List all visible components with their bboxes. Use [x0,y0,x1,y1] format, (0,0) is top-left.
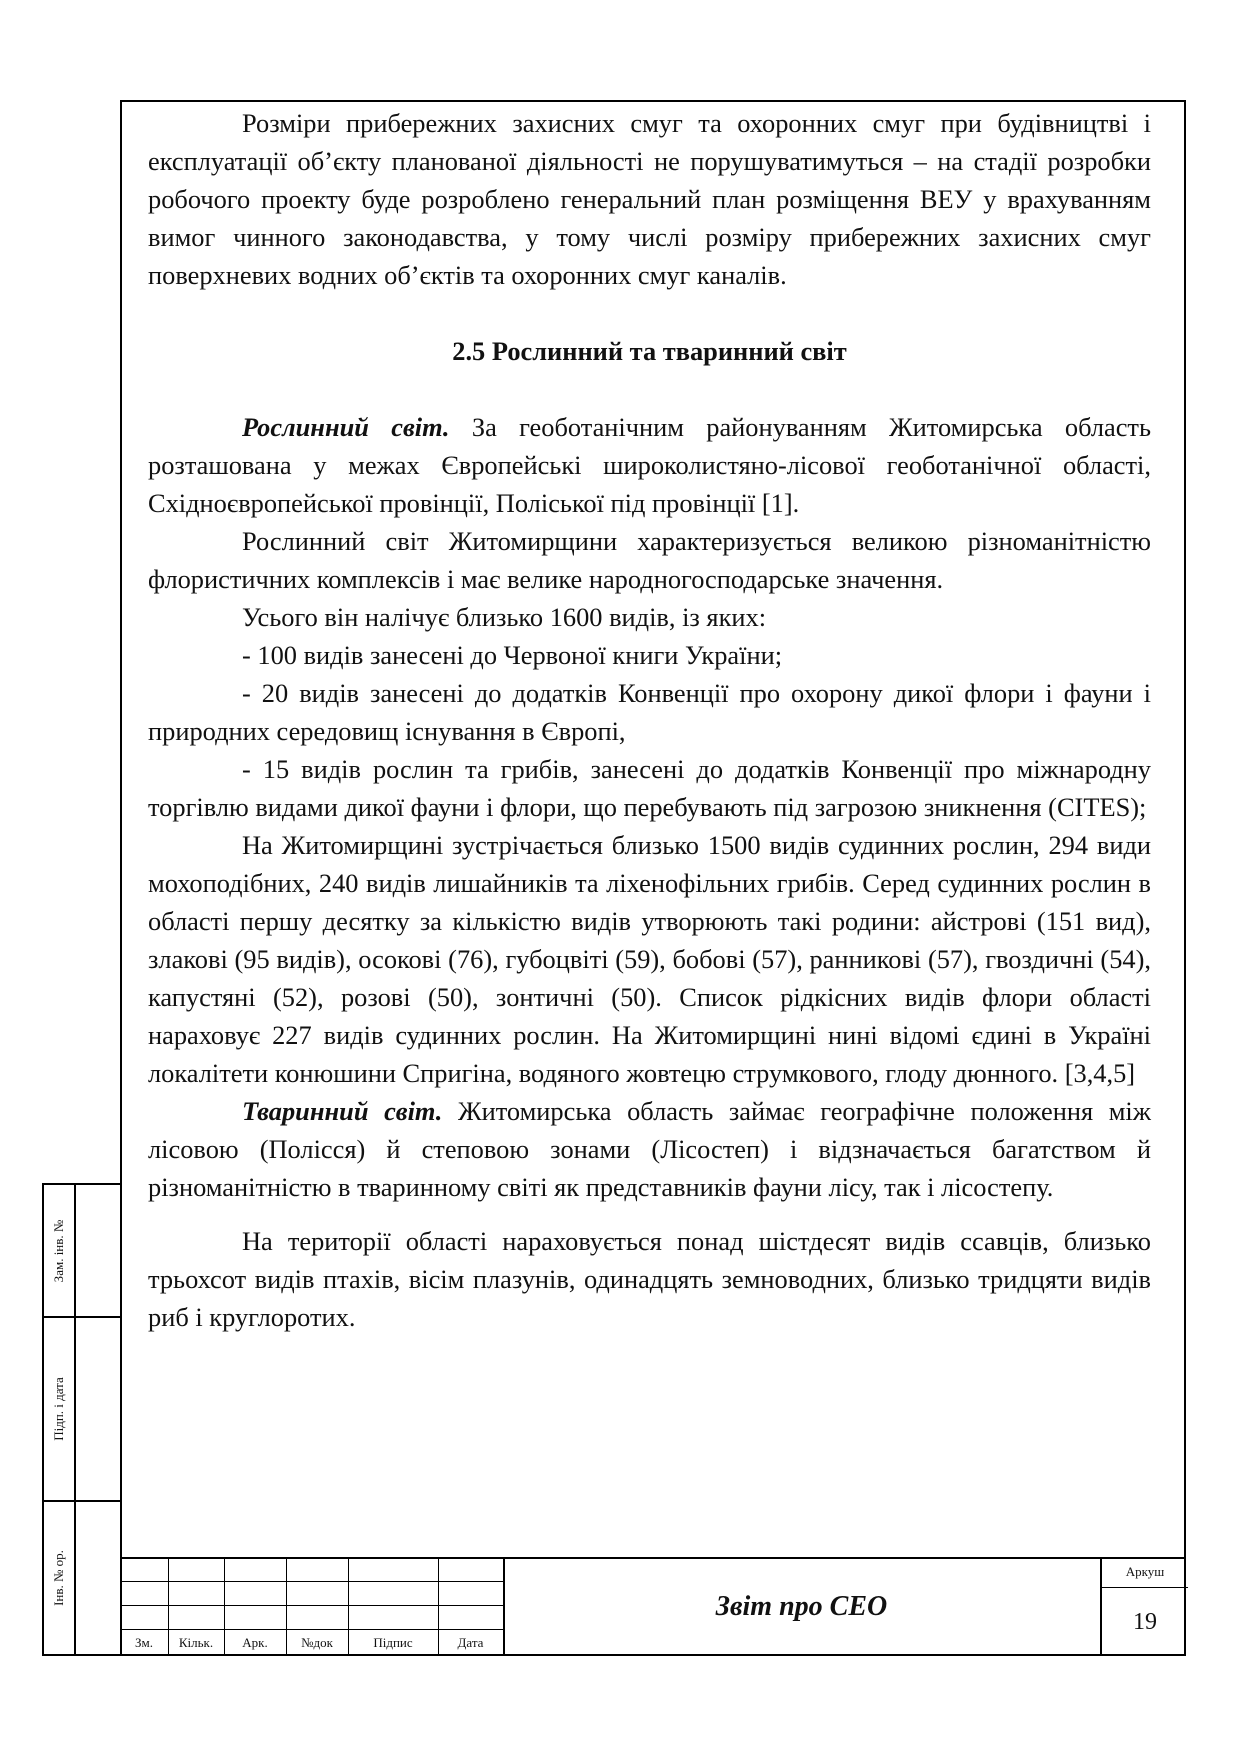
paragraph-water-zones: Розміри прибережних захисних смуг та охоронних смуг при будівництві і експлуатації об’єкту планованої діяльності не порушуватимуться – на стадії розробки робочого проекту буде розроблено генеральний план розміщення ВЕУ у врахуванням вимог чинного законодавства, у тому числі розміру прибережних захисних смуг поверхневих водних об’єктів та охоронних смуг каналів. [148,108,1151,290]
fauna-intro-text: Житомирська область займає географічне положення між лісовою (Полісся) й степовою зонами (Лісостеп) і відзначається багатством й різноманітністю в тваринному світі як представників фауни лісу, так і лісостепу. [148,1096,1151,1202]
list-item: - 20 видів занесені до додатків Конвенції про охорону дикої флори і фауни і природних середовищ існування в Європі, [148,678,1151,746]
document-body [148,104,1151,1336]
header-kilk: Кільк. [178,1635,214,1650]
header-data: Дата [457,1635,484,1650]
header-zm: Зм. [135,1635,153,1650]
header-ark: Арк. [242,1635,268,1650]
side-stamp-pidp [42,1316,120,1502]
side-stamp-inv [42,1500,120,1656]
list-item: - 15 видів рослин та грибів, занесені до додатків Конвенції про міжнародну торгівлю видами дикої фауни і флори, що перебувають під загрозою зникнення (CITES); [148,754,1151,822]
list-item: - 100 видів занесені до Червоної книги України; [242,640,783,670]
sheet-number: 19 [1133,1609,1157,1635]
revision-grid [120,1557,503,1656]
side-label-inv: Інв. № ор. [51,1550,66,1606]
document-title: Звіт про СЕО [715,1590,888,1622]
sheet-label: Аркуш [1102,1557,1188,1588]
paragraph-flora-species: На Житомирщині зустрічається близько 1500 видів судинних рослин, 294 види мохоподібних, 240 видів лишайників та ліхенофільних грибів. Серед судинних рослин в області першу десятку за кількістю видів утворюють такі родини: айстрові (151 вид), злакові (95 видів), осокові (76), губоцвіті (59), бобові (57), ранникові (57), гвоздичні (54), капустяні (52), розові (50), зонтичні (50). Список рідкісних видів флори області нараховує 227 видів судинних рослин. На Житомирщині нині відомі єдині в Україні локалітети конюшини Спригіна, водяного жовтецю струмкового, глоду дюнного. [3,4,5] [148,830,1151,1088]
side-label-pidp: Підп. і дата [51,1377,66,1441]
paragraph-flora-diversity: Рослинний світ Житомирщини характеризується великою різноманітністю флористичних комплексів і має велике народногосподарське значення. [148,526,1151,594]
side-stamp-zam [42,1183,120,1318]
section-heading: 2.5 Рослинний та тваринний світ [452,336,847,366]
paragraph-flora-intro [148,408,1151,522]
paragraph-flora-count: Усього він налічує близько 1600 видів, із яких: [242,602,767,632]
side-label-zam: Зам. інв. № [51,1219,66,1282]
paragraph-fauna-count: На території області нараховується понад шістдесят видів ссавців, близько трьохсот видів птахів, вісім плазунів, одинадцять земноводних, близько тридцяти видів риб і круглоротих. [148,1226,1151,1332]
fauna-lead-in: Тваринний світ. [242,1096,443,1126]
header-ndok: №док [301,1635,333,1650]
flora-intro-text: За геоботанічним районуванням Житомирська область розташована у межах Європейські широколистяно-лісової геоботанічної області, Східноєвропейської провінції, Поліської під провінції [1]. [148,412,1151,518]
sheet-box [1100,1557,1188,1656]
title-block [120,1557,1186,1656]
header-pidpys: Підпис [373,1635,413,1650]
flora-lead-in: Рослинний світ. [242,412,450,442]
paragraph-fauna-intro [148,1092,1151,1206]
